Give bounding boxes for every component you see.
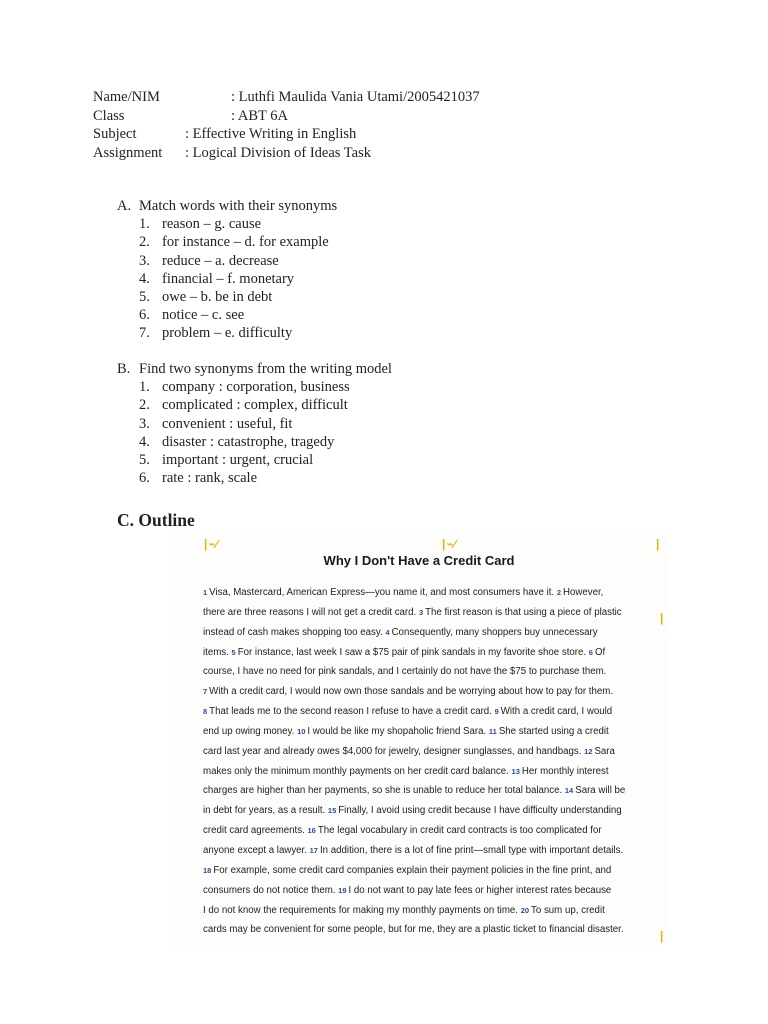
scan-line [203,603,658,623]
sentence-number: 8 [203,707,208,717]
sentence-number: 7 [203,687,208,697]
sentence-text: The legal vocabulary in credit card contracts is too complicated for [317,825,602,837]
highlighter-mark: | ⌁​∕ [442,537,456,551]
sentence-text: To sum up, credit [531,904,605,916]
header-label: Name/NIM [93,89,160,105]
list-text: rate : rank, scale [162,470,258,487]
sentence-text: instead of cash makes shopping too easy. [203,626,386,638]
list-text: problem – e. difficulty [162,325,293,342]
list-item [117,288,337,306]
sentence-number: 6 [588,647,593,657]
sentence-number: 17 [309,845,318,855]
header-label: Class [93,107,125,124]
sentence-text: Sara will be [575,785,626,797]
scan-line [203,762,658,782]
highlighter-mark: | ⌁​∕ [204,537,218,551]
header-value: : ABT 6A [231,107,288,124]
scan-line [203,821,658,841]
list-text: convenient : useful, fit [162,415,293,432]
list-text: company : corporation, business [162,379,350,396]
sentence-number: 12 [584,746,593,756]
sentence-text: there are three reasons I will not get a credit card. [203,606,419,618]
section-letter: C. [117,510,135,530]
list-number: 4. [139,433,150,450]
scan-line [203,722,658,742]
list-item [117,324,337,342]
list-number: 5. [139,289,150,306]
section-a-list [117,215,337,342]
list-text: reduce – a. decrease [162,252,279,269]
list-text: financial – f. monetary [162,270,295,287]
section-b-find-synonyms [117,360,392,487]
header-value: : Logical Division of Ideas Task [185,144,371,161]
list-number: 7. [139,325,150,342]
sentence-number: 20 [520,905,530,915]
list-number: 3. [139,415,150,432]
sentence-text: charges are higher than her payments, so she is unable to reduce her total balance. [203,785,565,797]
header-label: Assignment [93,144,163,161]
section-letter: B. [117,361,131,377]
scan-line [203,643,658,663]
scan-line [203,801,658,821]
list-text: complicated : complex, difficult [162,397,348,414]
scan-paragraph [203,583,658,940]
sentence-text: With a credit card, I would now own those sandals and be worrying about how to pay for them. [209,686,614,698]
header-value: : Effective Writing in English [185,126,357,142]
list-item [117,469,392,487]
scan-line [203,682,658,702]
sentence-text: For example, some credit card companies explain their payment policies in the fine print, and [213,864,612,876]
sentence-number: 3 [418,607,424,617]
sentence-text: She started using a credit [498,725,609,737]
list-item [117,306,337,324]
list-item [117,233,337,251]
sentence-number: 9 [494,707,499,717]
list-number: 2. [139,397,150,414]
sentence-text: With a credit card, I would [500,706,613,718]
header-value: : Luthfi Maulida Vania Utami/2005421037 [231,89,480,105]
scan-line [203,901,658,921]
scanned-text-image [170,533,668,945]
section-title-text: Match words with their synonyms [139,198,338,214]
section-letter: A. [117,198,132,214]
sentence-text: course, I have no need for pink sandals, and I certainly do not have the $75 to purchase them. [203,666,607,678]
sentence-text: Sara [594,745,615,757]
sentence-number: 2 [556,588,561,597]
list-item [117,378,392,396]
list-item [117,451,392,469]
sentence-text: consumers do not notice them. [203,884,339,896]
list-number: 6. [139,307,150,324]
list-number: 2. [139,234,150,251]
sentence-text: I would be like my shopaholic friend Sara. [307,725,489,737]
list-text: for instance – d. for example [162,234,329,251]
scan-title: Why I Don't Have a Credit Card [323,553,515,568]
highlighter-mark: | [660,929,664,943]
sentence-text: makes only the minimum monthly payments on her credit card balance. [203,765,512,777]
section-b-title [117,360,392,378]
sentence-number: 14 [564,786,574,796]
scan-line [203,742,658,762]
list-text: reason – g. cause [162,216,262,233]
sentence-text: That leads me to the second reason I refuse to have a credit card. [209,706,495,718]
sentence-text: Her monthly interest [521,765,609,777]
sentence-text: in debt for years, as a result. [203,805,328,817]
list-number: 4. [139,270,150,287]
list-item [117,252,337,270]
list-number: 1. [139,379,150,396]
sentence-number: 4 [385,627,390,637]
section-c-title [117,510,195,531]
list-item [117,415,392,433]
sentence-number: 18 [203,865,212,875]
sentence-text: I do not want to pay late fees or higher interest rates because [348,884,612,896]
section-b-list [117,378,392,487]
list-number: 6. [139,470,150,487]
list-number: 5. [139,452,150,469]
sentence-text: Visa, Mastercard, American Express—you name it, and most consumers have it. [209,587,557,598]
list-item [117,396,392,414]
section-a-title [117,197,337,215]
section-title-text: Find two synonyms from the writing model [139,361,392,377]
sentence-number: 5 [231,647,236,657]
header-label: Subject [93,126,137,142]
sentence-text: anyone except a lawyer. [203,844,310,856]
sentence-text: In addition, there is a lot of fine print—small type with important details. [319,844,624,856]
sentence-text: Of [594,646,606,658]
sentence-text: For instance, last week I saw a $75 pair of pink sandals in my favorite shoe store. [237,646,589,658]
list-text: disaster : catastrophe, tragedy [162,433,335,450]
sentence-number: 19 [338,885,347,895]
sentence-number: 13 [511,766,520,776]
sentence-text: card last year and already owes $4,000 for jewelry, designer sunglasses, and handbags. [203,745,585,757]
list-text: important : urgent, crucial [162,452,314,469]
sentence-number: 15 [327,806,337,816]
scan-line [203,662,658,682]
sentence-text: The first reason is that using a piece of plastic [425,606,622,618]
list-text: owe – b. be in debt [162,289,273,306]
sentence-text: However, [562,587,604,598]
highlighter-mark: | [656,537,660,551]
list-number: 3. [139,252,150,269]
sentence-text: Consequently, many shoppers buy unnecessary [391,626,598,638]
scan-line [203,702,658,722]
scan-line [203,861,658,881]
section-title-text: Outline [138,510,195,530]
scan-line [203,920,658,940]
sentence-text: Finally, I avoid using credit because I have difficulty understanding [338,805,622,817]
list-number: 1. [139,216,150,233]
scan-line [203,841,658,861]
sentence-number: 10 [297,726,306,736]
scan-line [203,781,658,801]
sentence-text: credit card agreements. [203,825,308,837]
scan-line [203,881,658,901]
sentence-text: end up owing money. [203,725,298,737]
sentence-number: 1 [203,588,208,597]
sentence-number: 16 [307,826,316,836]
list-item [117,433,392,451]
sentence-text: items. [203,646,232,658]
highlighter-mark: | [660,611,664,625]
sentence-text: cards may be convenient for some people, but for me, they are a plastic ticket to financial disaster. [203,924,624,936]
sentence-text: I do not know the requirements for making my monthly payments on time. [203,904,521,916]
list-text: notice – c. see [162,307,245,324]
scan-line [203,583,658,603]
section-a-synonym-matching [117,197,337,343]
sentence-number: 11 [488,726,497,736]
list-item [117,270,337,288]
list-item [117,215,337,233]
scan-line [203,623,658,643]
